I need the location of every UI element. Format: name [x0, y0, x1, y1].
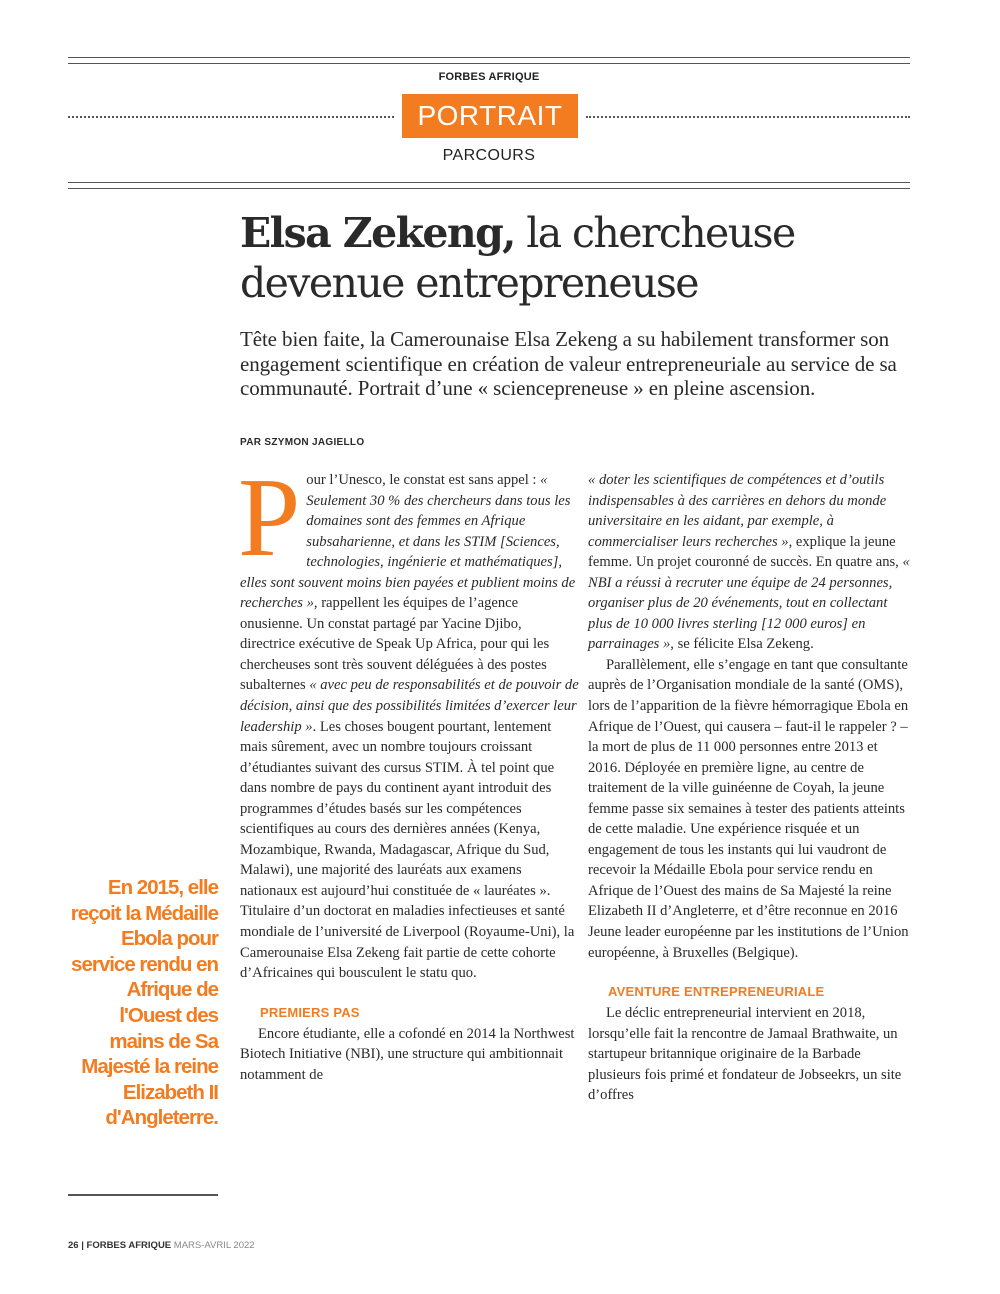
title-name: Elsa Zekeng, [240, 209, 515, 257]
drop-cap: P [238, 456, 301, 580]
article-deck: Tête bien faite, la Camerounaise Elsa Zekeng a su habilement transformer son engagement scientifique en création de valeur entrepreneuriale au service de sa communauté. Portrait d’une « sciencepreneuse » en pleine ascension. [240, 327, 897, 400]
paragraph-oms: Parallèlement, elle s’engage en tant que consultante auprès de l’Organisation mondiale de la santé (OMS), lors de l’apparition de la fièvre hémorragique Ebola en Afrique de l’Ouest, qui causera – faut-il le rappeler ? – la mort de plus de 11 000 personnes entre 2013 et 2016. Déployée en première ligne, au centre de traitement de la ville guinéenne de Coyah, la jeune femme passe six semaines à tester des patients atteints de cette maladie. Une expérience risquée et un engagement de tous les instants qui lui vaudront de recevoir la Médaille Ebola pour service rendu en Afrique de l’Ouest des mains de Sa Majesté la reine Elizabeth II d’Angleterre, et d’être reconnue en 2016 Jeune leader européenne par les institutions de l’Union européenne, à Bruxelles (Belgique). [588, 656, 909, 961]
nbi-text-a: , explique la jeune femme. Un projet couronné de succès. En quatre ans, [588, 533, 903, 571]
paragraph-intro [238, 456, 580, 984]
section-badge: PORTRAIT [402, 94, 578, 138]
nbi-quote-2: « NBI a réussi à recruter une équipe de 24 personnes, organiser plus de 20 événements, tout en collectant plus de 10 000 livres sterling [12 000 euros] en parrainages » [588, 554, 910, 653]
title-rest: la chercheuse devenue entrepreneuse [240, 209, 795, 307]
footer-date: MARS-AVRIL 2022 [171, 1240, 255, 1251]
nbi-text-b: , se félicite Elsa Zekeng. [670, 636, 814, 653]
magazine-label: FORBES AFRIQUE [438, 71, 540, 83]
footer-separator: | [78, 1240, 87, 1251]
page-number: 26 [68, 1240, 79, 1251]
nbi-quote-1: « doter les scientifiques de compétences et d’outils indispensables à des carrières en dehors du monde universitaire en les aidant, par exemple, à commercialiser leurs recherches » [588, 472, 887, 550]
dotted-rule-left [68, 116, 394, 118]
byline: PAR SZYMON JAGIELLO [240, 437, 365, 448]
page-footer [68, 1240, 255, 1251]
pull-quote-rule [68, 1194, 218, 1196]
paragraph-premiers-pas: Encore étudiante, elle a cofondé en 2014 la Northwest Biotech Initiative (NBI), une structure qui ambitionnait notamment de [240, 1025, 575, 1083]
intro-text-c: . Les choses bougent pourtant, lentement mais sûrement, avec un nombre toujours croissant d’étudiantes suivant des cursus STIM. À tel point que dans nombre de pays du continent ayant introduit des programmes d’études basés sur les compétences scientifiques au cours des dernières années (Kenya, Mozambique, Rwanda, Madagascar, Afrique du Sud, Malawi), une majorité des lauréats aux examens nationaux est aujourd’hui constituée de « lauréates ». Titulaire d’un doctorat en maladies infectieuses et santé mondiale de l’université de Liverpool (Royaume-Uni), la Camerounaise Elsa Zekeng fait partie de cette cohorte d’Africaines qui bousculent le statu quo. [240, 718, 575, 982]
header-double-rule [68, 182, 910, 189]
subhead-aventure: AVENTURE ENTREPRENEURIALE [608, 984, 825, 1000]
intro-text-b: , rappellent les équipes de l’agence onusienne. Un constat partagé par Yacine Djibo, directrice exécutive de Speak Up Africa, pour qui les chercheuses sont très souvent déléguées à des postes subalternes [240, 595, 550, 694]
paragraph-nbi [588, 470, 910, 655]
subhead-premiers-pas: PREMIERS PAS [260, 1004, 360, 1020]
intro-quote-unesco: « Seulement 30 % des chercheurs dans tous les domaines sont des femmes en Afrique subsaharienne, et dans les STIM [Sciences, technologies, ingénierie et mathématiques], elles sont souvent moins bien payées et publient moins de recherches » [240, 472, 576, 612]
pull-quote: En 2015, elle reçoit la Médaille Ebola pour service rendu en Afrique de l'Ouest des mains de Sa Majesté la reine Elizabeth II d'Angleterre. [70, 876, 218, 1130]
footer-magazine: FORBES AFRIQUE [86, 1240, 172, 1251]
article-title [240, 208, 920, 308]
paragraph-aventure: Le déclic entrepreneurial intervient en 2018, lorsqu’elle fait la rencontre de Jamaal Brathwaite, un startupeur britannique originaire de la Barbade plusieurs fois primé et fondateur de Jobseekrs, un site d’offres [588, 1005, 902, 1104]
intro-text-a: our l’Unesco, le constat est sans appel : [306, 472, 541, 488]
subsection-label: PARCOURS [442, 147, 536, 164]
column-2 [588, 470, 910, 1106]
column-1 [238, 456, 580, 1085]
top-double-rule [68, 57, 910, 64]
intro-quote-djibo: « avec peu de responsabilités et de pouvoir de décision, ainsi que des possibilités limitées d’exercer leur leadership » [240, 677, 579, 735]
dotted-rule-right [586, 116, 910, 118]
